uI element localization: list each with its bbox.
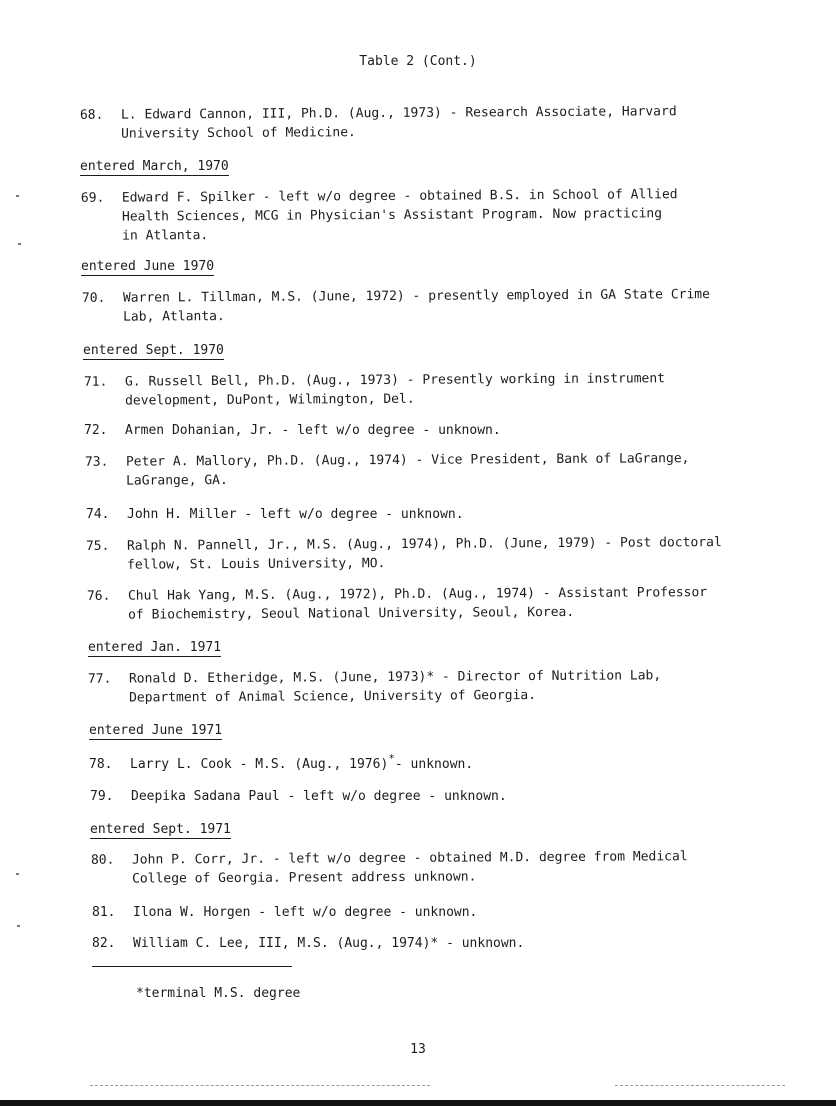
- item-number: 79.: [90, 789, 114, 804]
- list-item-78: [89, 752, 474, 774]
- footnote-mark: *: [388, 752, 395, 765]
- item-text: - unknown.: [394, 757, 474, 772]
- scan-speck: [16, 873, 19, 875]
- item-text-line: Armen Dohanian, Jr. - left w/o degree - unknown.: [125, 423, 501, 438]
- item-text: Larry L. Cook - M.S. (Aug., 1976): [130, 757, 389, 772]
- list-item-77: [88, 666, 661, 708]
- list-item-69: [81, 185, 678, 246]
- scan-speck: [17, 925, 20, 927]
- section-heading-jan-1971: entered Jan. 1971: [88, 640, 222, 655]
- item-number: 77.: [87, 671, 112, 687]
- item-number: 76.: [86, 588, 111, 604]
- list-item-74: [86, 505, 464, 524]
- item-number: 75.: [85, 538, 110, 554]
- item-text-line: William C. Lee, III, M.S. (Aug., 1974)* - unknown.: [133, 936, 525, 951]
- item-text-line: Chul Hak Yang, M.S. (Aug., 1972), Ph.D. (Aug., 1974) - Assistant Professor: [127, 585, 708, 604]
- section-heading-june-1970: entered June 1970: [81, 259, 215, 274]
- list-item-73: [85, 449, 690, 491]
- item-text-line: University School of Medicine.: [121, 125, 356, 142]
- item-text-line: fellow, St. Louis University, MO.: [127, 556, 386, 573]
- item-text-line: Health Sciences, MCG in Physician's Assistant Program. Now practicing: [121, 206, 663, 225]
- list-item-81: [92, 903, 477, 922]
- item-text-line: L. Edward Cannon, III, Ph.D. (Aug., 1973) - Research Associate, Harvard: [120, 104, 677, 123]
- list-item-76: [87, 583, 707, 625]
- item-text-line: Department of Animal Science, University of Georgia.: [129, 688, 537, 706]
- scan-line: [90, 1085, 430, 1086]
- item-text-line: Warren L. Tillman, M.S. (June, 1972) - presently employed in GA State Crime: [122, 287, 710, 306]
- scan-line: [615, 1085, 785, 1086]
- footnote-text: *terminal M.S. degree: [136, 986, 301, 1001]
- item-number: 82.: [92, 936, 116, 951]
- item-text-line: Ronald D. Etheridge, M.S. (June, 1973)* - Director of Nutrition Lab,: [128, 668, 662, 687]
- item-number: 69.: [80, 190, 105, 206]
- section-heading-sept-1971: entered Sept. 1971: [90, 822, 231, 837]
- scan-edge: [0, 1100, 836, 1106]
- section-heading-march-1970: entered March, 1970: [80, 159, 229, 174]
- list-item-80: [91, 847, 688, 889]
- scan-speck: [16, 195, 19, 197]
- item-number: 68.: [79, 107, 104, 123]
- list-item-71: [84, 369, 665, 411]
- section-heading-sept-1970: entered Sept. 1970: [83, 343, 224, 358]
- item-text-line: LaGrange, GA.: [126, 472, 228, 489]
- item-text-line: Ilona W. Horgen - left w/o degree - unknown.: [133, 905, 478, 920]
- item-number: 78.: [89, 757, 113, 772]
- item-number: 73.: [84, 454, 109, 470]
- page-number: 13: [410, 1042, 426, 1057]
- item-text-line: Deepika Sadana Paul - left w/o degree - unknown.: [131, 789, 507, 804]
- item-text-line: G. Russell Bell, Ph.D. (Aug., 1973) - Presently working in instrument: [124, 371, 666, 390]
- item-text-line: Peter A. Mallory, Ph.D. (Aug., 1974) - Vice President, Bank of LaGrange,: [125, 451, 690, 470]
- item-text-line: Edward F. Spilker - left w/o degree - obtained B.S. in School of Allied: [121, 187, 678, 206]
- item-text-line: John P. Corr, Jr. - left w/o degree - obtained M.D. degree from Medical: [131, 849, 688, 868]
- item-text-line: in Atlanta.: [122, 228, 209, 244]
- item-text-line: John H. Miller - left w/o degree - unknown.: [127, 507, 464, 522]
- item-number: 80.: [90, 852, 115, 868]
- list-item-72: [84, 421, 501, 440]
- list-item-79: [90, 787, 507, 806]
- item-text-line: development, DuPont, Wilmington, Del.: [125, 391, 415, 409]
- list-item-82: [92, 934, 524, 953]
- list-item-68: [80, 102, 677, 144]
- item-text-line: Lab, Atlanta.: [123, 309, 225, 325]
- item-number: 74.: [86, 507, 110, 522]
- item-number: 72.: [84, 423, 108, 438]
- scan-speck: [18, 243, 21, 245]
- item-number: 70.: [81, 290, 106, 306]
- item-number: 81.: [92, 905, 116, 920]
- item-text-line: College of Georgia. Present address unknown.: [132, 869, 477, 887]
- item-text-line: of Biochemistry, Seoul National University, Seoul, Korea.: [128, 604, 575, 623]
- section-heading-june-1971: entered June 1971: [89, 723, 223, 738]
- footnote-rule: [92, 966, 292, 967]
- item-number: 71.: [83, 374, 108, 390]
- list-item-75: [86, 533, 722, 575]
- item-text-line: Ralph N. Pannell, Jr., M.S. (Aug., 1974), Ph.D. (June, 1979) - Post doctoral: [126, 535, 722, 554]
- list-item-70: [82, 285, 710, 327]
- table-title: Table 2 (Cont.): [359, 54, 477, 69]
